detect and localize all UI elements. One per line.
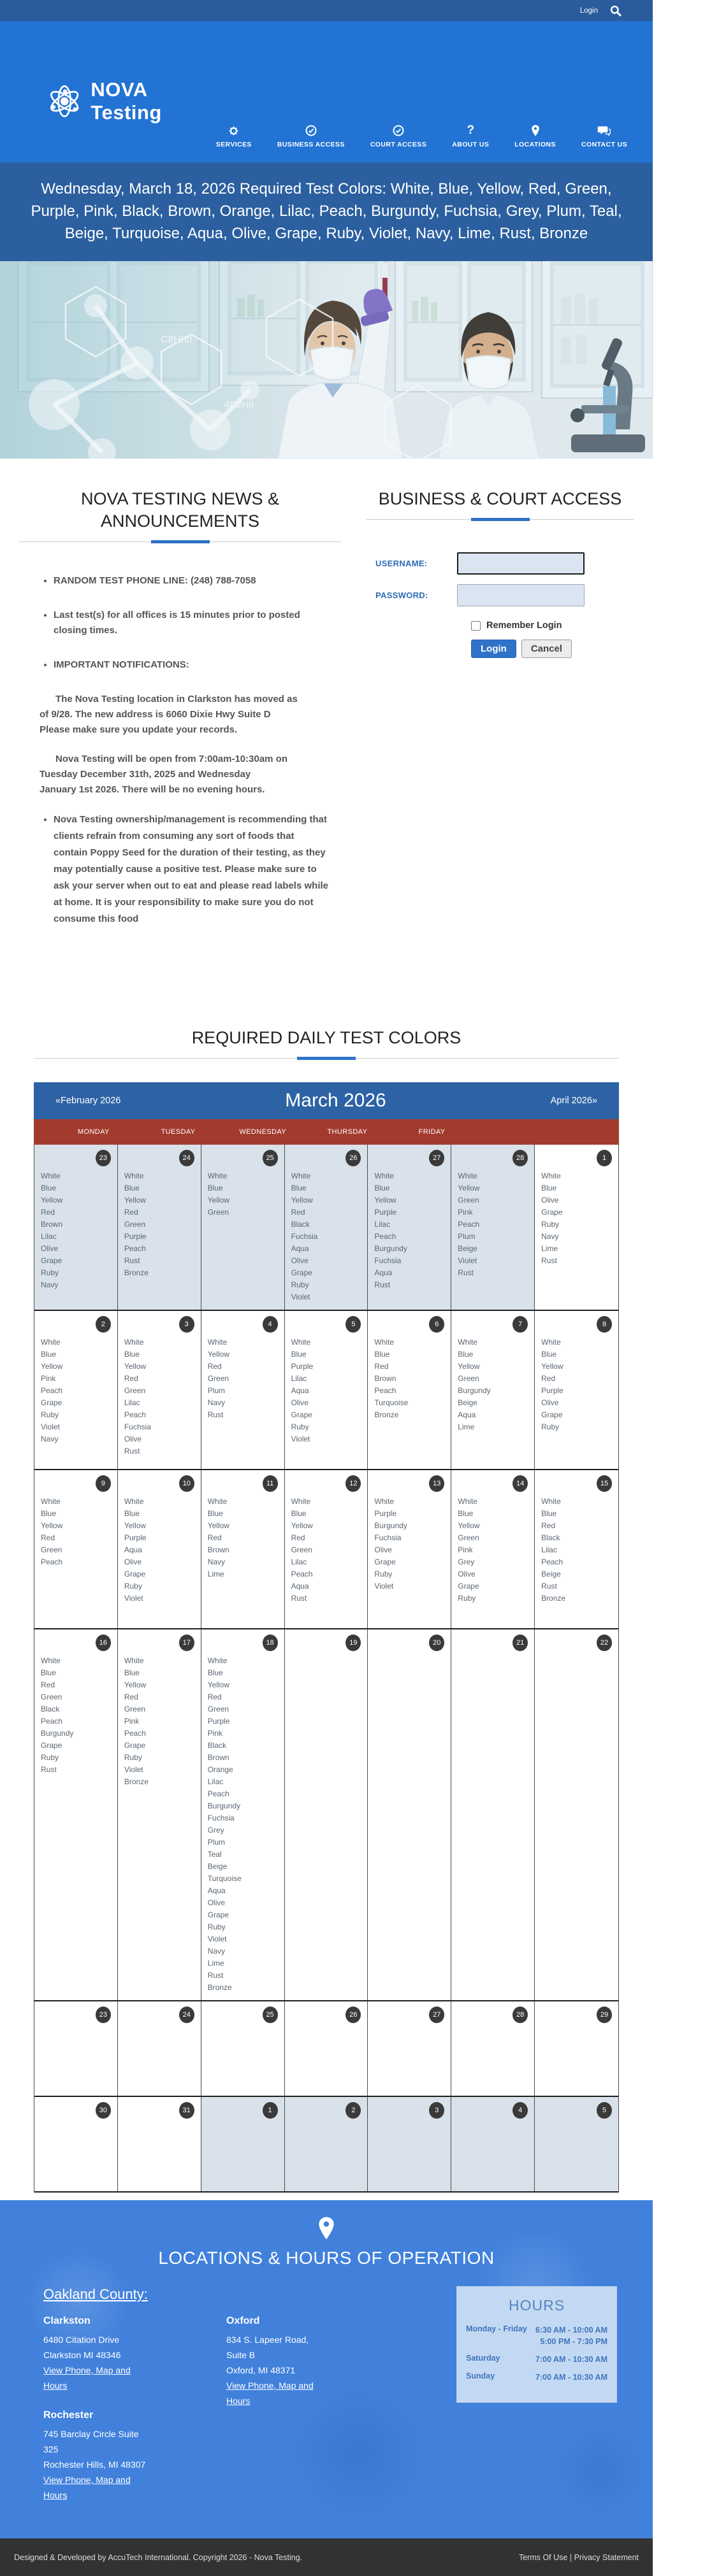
- day-color-list: White Blue Yellow Red Green Pink Peach Grape Ruby Violet Bronze: [124, 1656, 149, 1787]
- gears-icon: [228, 124, 240, 137]
- legal-links: [519, 2553, 639, 2562]
- calendar-day-cell-25: [201, 2001, 285, 2096]
- nav-label: ABOUT US: [452, 141, 490, 148]
- atom-logo-icon: [46, 82, 83, 121]
- day-number: 13: [429, 1475, 444, 1492]
- login-button[interactable]: Login: [471, 640, 516, 658]
- day-color-list: White Blue Yellow Red Green Lilac Peach Fuchsia Olive Rust: [124, 1338, 151, 1456]
- hero-image: [0, 261, 653, 459]
- calendar-day-headers: [34, 1119, 619, 1145]
- copyright-text: Designed & Developed by AccuTech International. Copyright 2026 - Nova Testing.: [14, 2552, 303, 2562]
- location-address-line: 745 Barclay Circle Suite 325: [43, 2429, 139, 2455]
- news-section: [19, 488, 341, 1001]
- hours-box: [456, 2286, 617, 2403]
- view-phone-map-hours-link[interactable]: View Phone, Map and Hours: [43, 2475, 131, 2501]
- nav-label: LOCATIONS: [514, 141, 556, 148]
- day-number: 25: [263, 1150, 278, 1166]
- location-name: Oxford: [226, 2315, 260, 2327]
- county-heading: Oakland County:: [43, 2286, 148, 2303]
- map-pin-icon: [531, 124, 540, 137]
- access-title: BUSINESS & COURT ACCESS: [378, 489, 622, 508]
- day-number: 9: [96, 1475, 111, 1492]
- hours-day-label: Monday - Friday: [466, 2324, 527, 2334]
- calendar-day-cell-30: [34, 2097, 118, 2191]
- day-number: 16: [96, 1635, 111, 1651]
- day-header: THURSDAY: [327, 1128, 368, 1136]
- calendar-grid: [34, 1145, 619, 2193]
- username-input[interactable]: [457, 552, 585, 575]
- day-number: 14: [512, 1475, 528, 1492]
- day-number: 2: [96, 1316, 111, 1333]
- check-circle-icon: [392, 124, 405, 137]
- day-color-list: White Purple Burgundy Fuchsia Olive Grape Ruby Violet: [374, 1497, 407, 1591]
- calendar-day-cell-11: [201, 1470, 285, 1628]
- day-color-list: White Blue Red Black Lilac Peach Beige Rust Bronze: [541, 1497, 566, 1603]
- top-utility-bar: [0, 0, 653, 21]
- question-icon: ?: [467, 124, 475, 137]
- day-color-list: White Blue Yellow Red Purple Olive Grape Ruby: [541, 1338, 563, 1432]
- day-number: 5: [345, 1316, 361, 1333]
- day-number: 20: [429, 1635, 444, 1651]
- day-color-list: White Blue Yellow Red Black Fuchsia Aqua Olive Grape Ruby Violet: [291, 1171, 318, 1302]
- locations-footer: [0, 2200, 653, 2538]
- day-header: TUESDAY: [161, 1128, 196, 1136]
- hours-day-label: Sunday: [466, 2372, 495, 2381]
- hours-times: 7:00 AM - 10:30 AM: [535, 2355, 607, 2365]
- calendar-day-cell-13: [368, 1470, 451, 1628]
- password-label: PASSWORD:: [375, 590, 428, 601]
- calendar-day-cell-9: [34, 1470, 118, 1628]
- calendar-day-cell-12: [285, 1470, 368, 1628]
- calendar-day-cell-22: [535, 1629, 618, 2000]
- news-bullet: • IMPORTANT NOTIFICATIONS:: [54, 657, 330, 673]
- calendar-day-cell-1: [201, 2097, 285, 2191]
- news-paragraph: Nova Testing will be open from 7:00am-10:30am on Tuesday December 31th, 2025 and Wednesday January 1st 2026. There will be no evening hours.: [40, 754, 325, 796]
- search-button[interactable]: [609, 4, 622, 17]
- day-number: 28: [512, 1150, 528, 1166]
- calendar-day-cell-8: [535, 1311, 618, 1469]
- password-input[interactable]: [457, 584, 585, 606]
- news-bullet: • RANDOM TEST PHONE LINE: (248) 788-7058: [54, 573, 330, 589]
- day-number: 4: [512, 2102, 528, 2119]
- login-link[interactable]: Login: [579, 6, 598, 15]
- location-pin-icon: [317, 2215, 335, 2241]
- title-underline: [19, 540, 341, 544]
- calendar-day-cell-6: [368, 1311, 451, 1469]
- terms-of-use-link[interactable]: Terms Of Use: [518, 2552, 568, 2562]
- calendar-day-cell-1: [535, 1145, 618, 1310]
- day-number: 24: [179, 1150, 194, 1166]
- hours-row: [466, 2372, 607, 2383]
- calendar-day-cell-3: [118, 1311, 201, 1469]
- day-number: 25: [263, 2007, 278, 2023]
- day-number: 5: [597, 2102, 612, 2119]
- day-color-list: White Blue Yellow Green Burgundy Beige Aqua Lime: [458, 1338, 491, 1432]
- hours-row: [466, 2324, 607, 2347]
- nav-item-locations[interactable]: [514, 124, 556, 148]
- location-address-line: Suite B: [226, 2350, 256, 2361]
- calendar-section: [0, 1001, 653, 2193]
- calendar-day-cell-4: [451, 2097, 535, 2191]
- calendar-day-cell-31: [118, 2097, 201, 2191]
- calendar-day-cell-16: [34, 1629, 118, 2000]
- locations-list: [43, 2286, 336, 2519]
- day-number: 27: [429, 1150, 444, 1166]
- current-month-title: March 2026: [285, 1090, 386, 1112]
- calendar-day-cell-5: [285, 1311, 368, 1469]
- hours-row: [466, 2354, 607, 2365]
- check-circle-icon: [305, 124, 317, 137]
- calendar-day-cell-24: [118, 2001, 201, 2096]
- nav-item-business-access[interactable]: [277, 124, 345, 148]
- hours-day-label: Saturday: [466, 2354, 500, 2363]
- day-number: 10: [179, 1475, 194, 1492]
- day-number: 4: [263, 1316, 278, 1333]
- site-header: [0, 21, 653, 162]
- calendar-day-cell-21: [451, 1629, 535, 2000]
- calendar-month-bar: [34, 1082, 619, 1119]
- day-number: 12: [345, 1475, 361, 1492]
- business-court-access-section: [367, 488, 634, 1001]
- calendar-day-cell-18: [201, 1629, 285, 2000]
- locations-title: LOCATIONS & HOURS OF OPERATION: [158, 2248, 495, 2268]
- day-number: 29: [597, 2007, 612, 2023]
- search-icon: [609, 4, 622, 17]
- day-color-list: White Blue Red Green Black Peach Burgundy Grape Ruby Rust: [41, 1656, 74, 1775]
- day-number: 23: [96, 1150, 111, 1166]
- calendar-week-row: [34, 1311, 618, 1470]
- required-test-colors-banner: Wednesday, March 18, 2026 Required Test Colors: White, Blue, Yellow, Red, Green, Purple, Pink, Black, Brown, Orange, Lilac, Peach, Burgundy, Fuchsia, Grey, Plum, Teal, Beige, Turquoise, Aqua, Olive, Grape, Ruby, Violet, Navy, Lime, Rust, Bronze: [0, 162, 653, 261]
- cancel-button[interactable]: Cancel: [521, 640, 572, 658]
- day-number: 26: [345, 1150, 361, 1166]
- privacy-statement-link[interactable]: Privacy Statement: [574, 2552, 639, 2562]
- news-body: [19, 573, 341, 927]
- day-number: 31: [179, 2102, 194, 2119]
- calendar-day-cell-2: [285, 2097, 368, 2191]
- day-number: 30: [96, 2102, 111, 2119]
- calendar: [34, 1082, 619, 2193]
- calendar-day-cell-23: [34, 2001, 118, 2096]
- day-number: 7: [512, 1316, 528, 1333]
- remember-login-checkbox[interactable]: [471, 621, 481, 631]
- day-number: 27: [429, 2007, 444, 2023]
- calendar-week-row: [34, 1629, 618, 2001]
- calendar-week-row: [34, 1145, 618, 1311]
- title-underline: [367, 518, 634, 522]
- day-number: 11: [263, 1475, 278, 1492]
- location-card-clarkston: [43, 2315, 153, 2393]
- day-number: 1: [263, 2102, 278, 2119]
- day-number: 18: [263, 1635, 278, 1651]
- hours-times: 6:30 AM - 10:00 AM 5:00 PM - 7:30 PM: [535, 2326, 607, 2347]
- brand-name: NOVA Testing: [91, 78, 162, 124]
- login-form: [367, 552, 634, 658]
- remember-login-label: Remember Login: [486, 620, 562, 631]
- day-color-list: White Blue Yellow Red Green Purple Peach Rust Bronze: [124, 1171, 149, 1278]
- nav-label: COURT ACCESS: [370, 141, 427, 148]
- day-number: 26: [345, 2007, 361, 2023]
- day-color-list: White Blue Purple Lilac Aqua Olive Grape Ruby Violet: [291, 1338, 314, 1444]
- location-card-rochester: [43, 2410, 153, 2503]
- calendar-day-cell-28: [451, 2001, 535, 2096]
- day-number: 28: [512, 2007, 528, 2023]
- day-number: 21: [512, 1635, 528, 1651]
- hours-title: HOURS: [508, 2297, 565, 2314]
- calendar-day-cell-23: [34, 1145, 118, 1310]
- day-number: 3: [179, 1316, 194, 1333]
- hours-times: 7:00 AM - 10:30 AM: [535, 2373, 607, 2382]
- location-name: Rochester: [43, 2410, 94, 2421]
- day-color-list: White Blue Yellow Red Green Lilac Peach Aqua Rust: [291, 1497, 313, 1603]
- nav-label: BUSINESS ACCESS: [277, 141, 345, 148]
- calendar-section-title: REQUIRED DAILY TEST COLORS: [191, 1028, 462, 1047]
- title-underline: [34, 1057, 619, 1061]
- nav-item-services[interactable]: [216, 124, 252, 148]
- day-number: 15: [597, 1475, 612, 1492]
- day-color-list: White Blue Yellow Purple Lilac Peach Burgundy Fuchsia Aqua Rust: [374, 1171, 407, 1290]
- calendar-week-row: [34, 1470, 618, 1629]
- location-address-line: 834 S. Lapeer Road,: [226, 2335, 309, 2345]
- username-label: USERNAME:: [375, 559, 428, 569]
- day-color-list: White Blue Yellow Green: [207, 1171, 229, 1217]
- location-name: Clarkston: [43, 2315, 91, 2327]
- day-number: 24: [179, 2007, 194, 2023]
- day-color-list: White Blue Yellow Red Brown Lilac Olive Grape Ruby Navy: [41, 1171, 63, 1290]
- bottom-bar: [0, 2538, 653, 2576]
- day-number: 22: [597, 1635, 612, 1651]
- main-navigation: [216, 124, 627, 148]
- location-card-oxford: [226, 2315, 336, 2408]
- calendar-week-row: [34, 2001, 618, 2097]
- calendar-day-cell-28: [451, 1145, 535, 1310]
- calendar-week-row: [34, 2097, 618, 2193]
- location-address-line: Clarkston MI 48346: [43, 2350, 121, 2361]
- calendar-day-cell-29: [535, 2001, 618, 2096]
- news-title: NOVA TESTING NEWS & ANNOUNCEMENTS: [80, 489, 280, 531]
- day-color-list: White Blue Yellow Green Pink Grey Olive Grape Ruby: [458, 1497, 480, 1603]
- view-phone-map-hours-link[interactable]: View Phone, Map and Hours: [43, 2365, 131, 2391]
- nav-item-about-us[interactable]: [452, 124, 489, 148]
- day-color-list: White Blue Olive Grape Ruby Navy Lime Rust: [541, 1171, 563, 1266]
- next-month-link[interactable]: April 2026»: [550, 1096, 597, 1106]
- prev-month-link[interactable]: «February 2026: [55, 1096, 121, 1106]
- location-address-line: Oxford, MI 48371: [226, 2365, 296, 2376]
- day-color-list: White Blue Yellow Pink Peach Grape Ruby Violet Navy: [41, 1338, 63, 1444]
- day-number: 1: [597, 1150, 612, 1166]
- calendar-day-cell-26: [285, 1145, 368, 1310]
- location-address-line: Rochester Hills, MI 48307: [43, 2459, 146, 2470]
- calendar-day-cell-15: [535, 1470, 618, 1628]
- day-color-list: White Blue Red Brown Peach Turquoise Bronze: [374, 1338, 409, 1420]
- calendar-day-cell-7: [451, 1311, 535, 1469]
- news-paragraph: The Nova Testing location in Clarkston has moved as of 9/28. The new address is 6060 Dixie Hwy Suite D Please make sure you update your records.: [40, 694, 322, 736]
- day-header: WEDNESDAY: [239, 1128, 287, 1136]
- day-number: 2: [345, 2102, 361, 2119]
- day-color-list: White Blue Yellow Red Brown Navy Lime: [207, 1497, 229, 1579]
- calendar-day-cell-3: [368, 2097, 451, 2191]
- day-color-list: White Yellow Green Pink Peach Plum Beige Violet Rust: [458, 1171, 480, 1278]
- day-number: 6: [429, 1316, 444, 1333]
- brand-logo[interactable]: [46, 78, 216, 124]
- day-number: 3: [429, 2102, 444, 2119]
- calendar-day-cell-19: [285, 1629, 368, 2000]
- news-bullet: • Last test(s) for all offices is 15 minutes prior to posted closing times.: [54, 608, 330, 638]
- main-content: [0, 459, 653, 1001]
- calendar-day-cell-27: [368, 2001, 451, 2096]
- calendar-day-cell-20: [368, 1629, 451, 2000]
- day-color-list: White Yellow Red Green Plum Navy Rust: [207, 1338, 229, 1420]
- view-phone-map-hours-link[interactable]: View Phone, Map and Hours: [226, 2380, 314, 2407]
- calendar-day-cell-24: [118, 1145, 201, 1310]
- day-number: 17: [179, 1635, 194, 1651]
- nav-item-contact-us[interactable]: [581, 124, 627, 148]
- nav-item-court-access[interactable]: [370, 124, 426, 148]
- nav-label: SERVICES: [215, 141, 252, 148]
- day-number: 23: [96, 2007, 111, 2023]
- location-address-line: 6480 Citation Drive: [43, 2335, 120, 2345]
- calendar-day-cell-27: [368, 1145, 451, 1310]
- day-number: 8: [597, 1316, 612, 1333]
- calendar-day-cell-5: [535, 2097, 618, 2191]
- day-header: FRIDAY: [418, 1128, 446, 1136]
- day-color-list: White Blue Yellow Red Green Purple Pink Black Brown Orange Lilac Peach Burgundy Fuchsia Grey Plum Teal Beige Turquoise Aqua Olive Grape Ruby Violet Navy Lime Rust Bronze: [207, 1656, 242, 1993]
- day-number: 19: [345, 1635, 361, 1651]
- calendar-day-cell-25: [201, 1145, 285, 1310]
- calendar-day-cell-10: [118, 1470, 201, 1628]
- separator: |: [569, 2552, 572, 2562]
- calendar-day-cell-17: [118, 1629, 201, 2000]
- chat-icon: [597, 124, 611, 137]
- day-color-list: White Blue Yellow Purple Aqua Olive Grape Ruby Violet: [124, 1497, 147, 1603]
- calendar-day-cell-26: [285, 2001, 368, 2096]
- day-color-list: White Blue Yellow Red Green Peach: [41, 1497, 63, 1567]
- nav-label: CONTACT US: [581, 141, 627, 148]
- day-header: MONDAY: [77, 1128, 110, 1136]
- calendar-day-cell-4: [201, 1311, 285, 1469]
- calendar-day-cell-2: [34, 1311, 118, 1469]
- news-bullet: • Nova Testing ownership/management is recommending that clients refrain from consuming any sort of foods that contain Poppy Seed for the duration of their testing, as they may potentially cause a positive test. Please make sure to ask your server when out to eat and please read labels while at home. It is your responsibility to make sure you do not consume this food: [54, 812, 330, 927]
- calendar-day-cell-14: [451, 1470, 535, 1628]
